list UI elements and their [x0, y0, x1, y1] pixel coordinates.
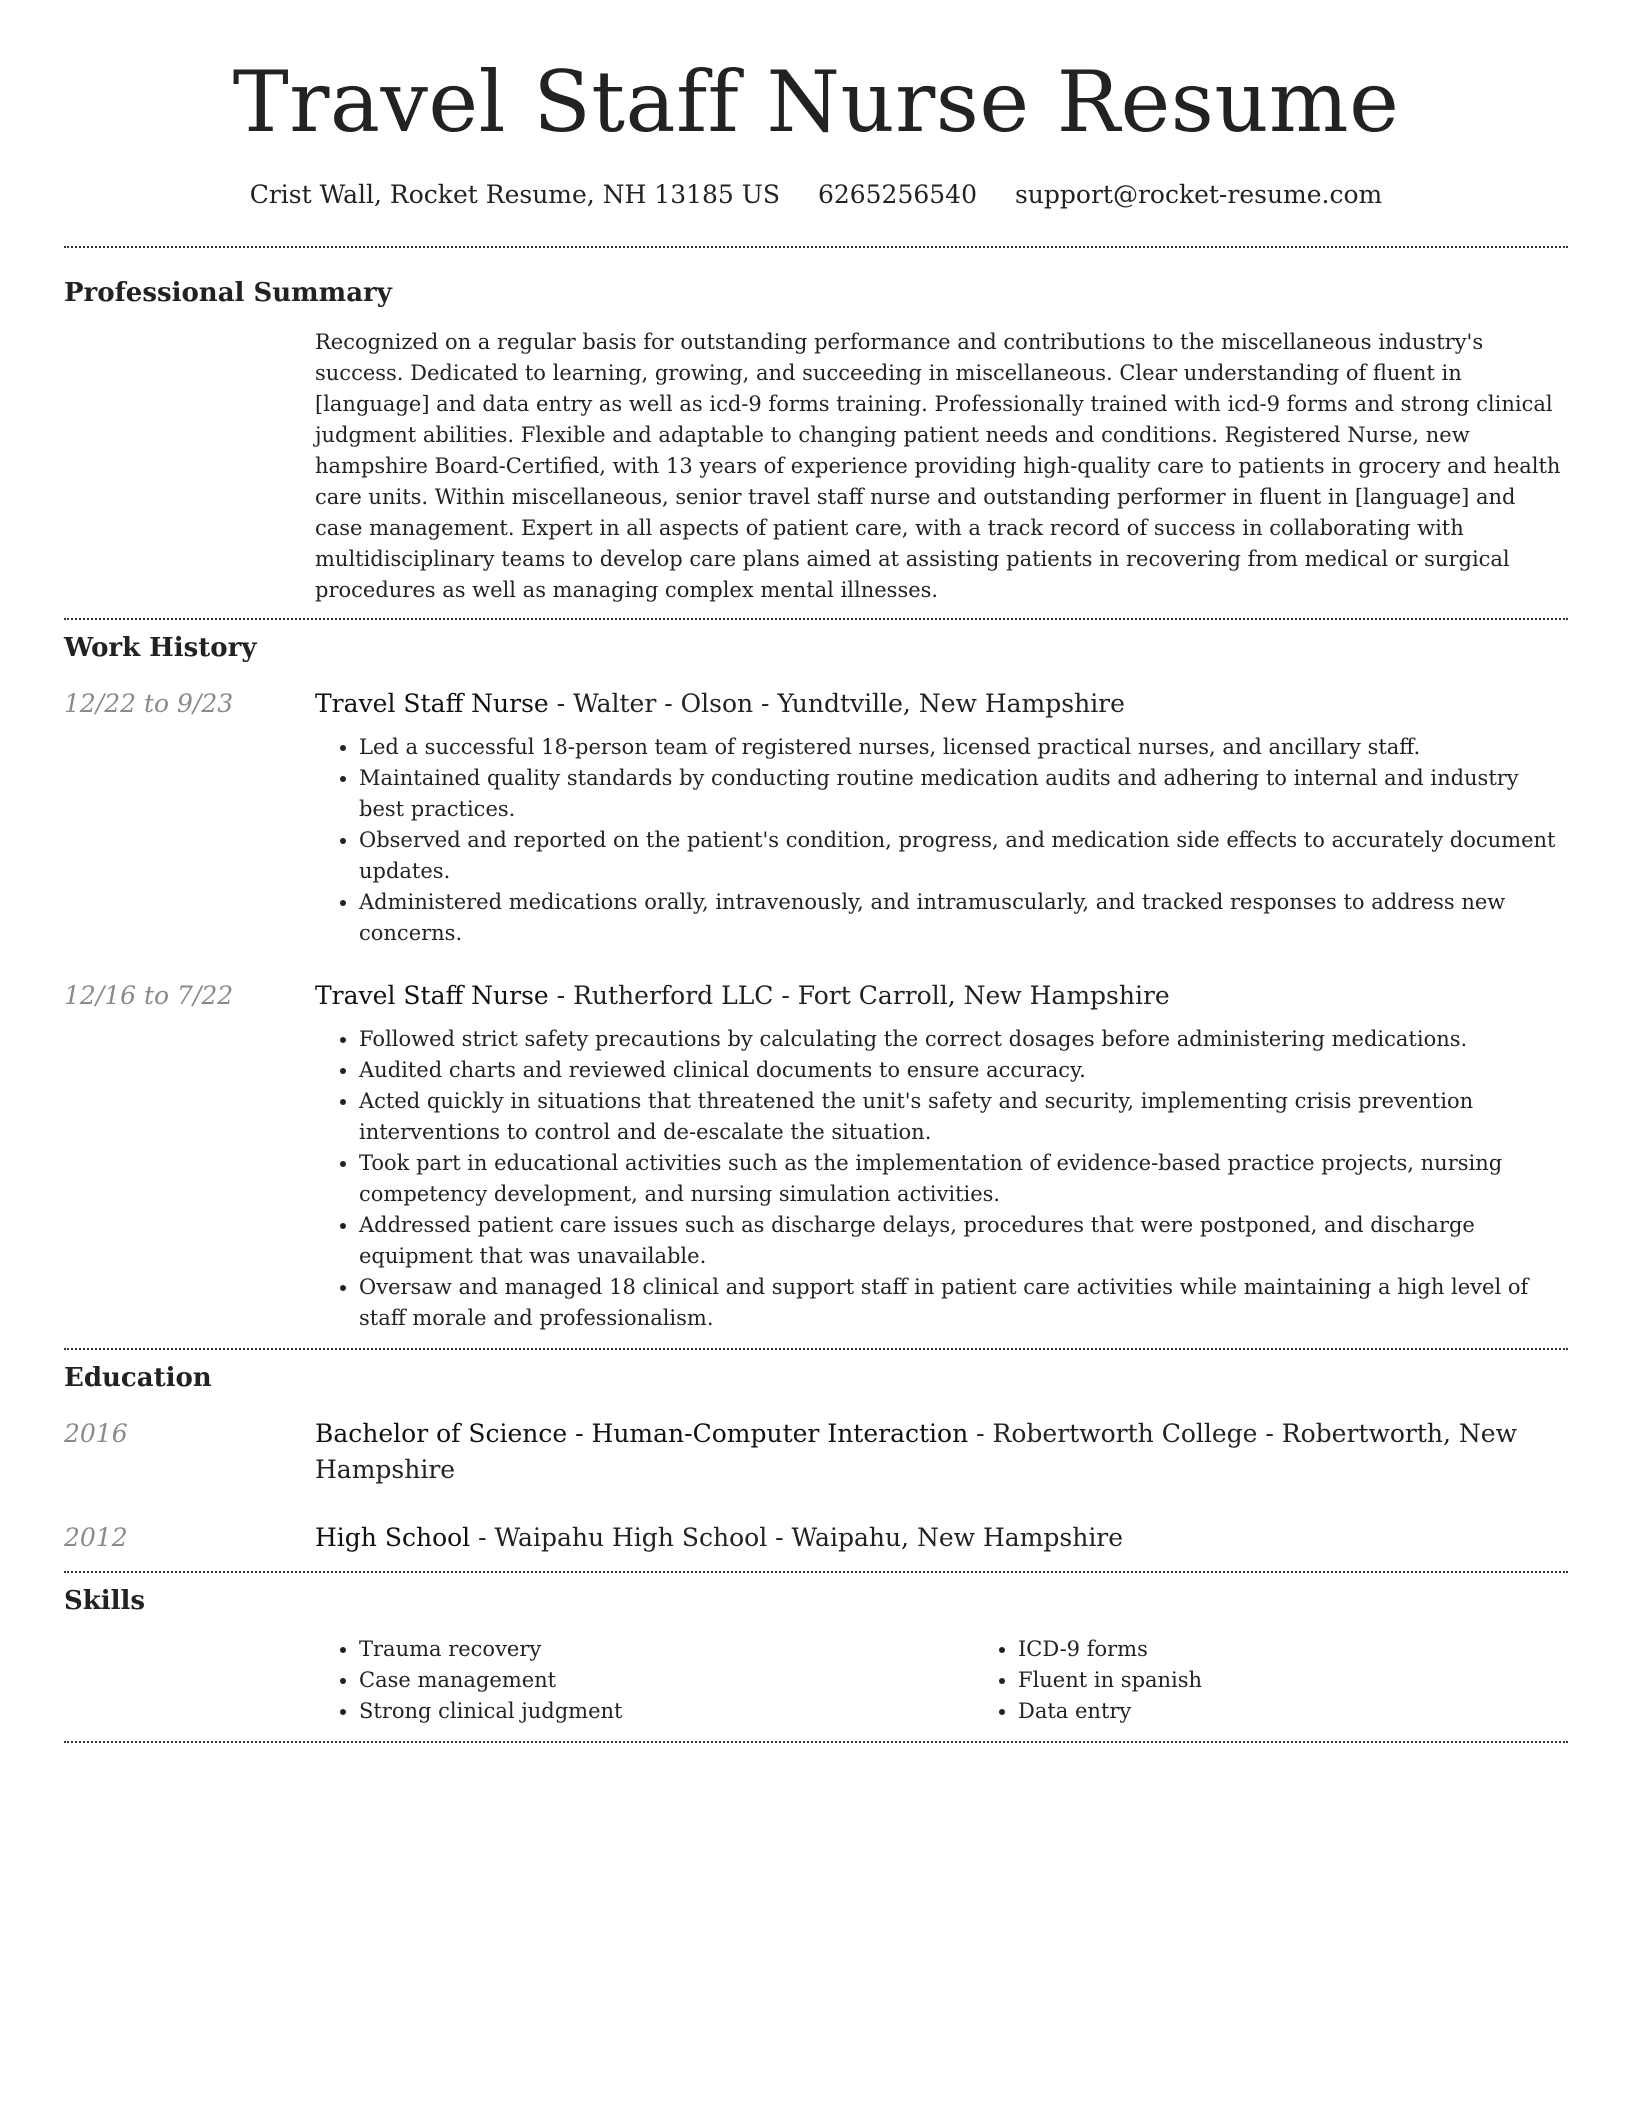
education-year: 2016: [64, 1419, 128, 1448]
skills-section: [64, 1573, 1568, 1727]
skills-list: [315, 1634, 974, 1727]
address: Crist Wall, Rocket Resume, NH 13185 US: [249, 180, 780, 209]
degree: Bachelor of Science - Human-Computer Interaction: [315, 1419, 969, 1448]
job-title: Travel Staff Nurse: [315, 981, 549, 1010]
education-entry: [64, 1520, 1568, 1556]
school: - Waipahu High School - Waipahu, New Hampshire: [470, 1523, 1124, 1552]
list-item: • Oversaw and managed 18 clinical and support staff in patient care activities while maintaining a high level of staff morale and professionalism.: [359, 1272, 1568, 1334]
job-title: Travel Staff Nurse: [315, 689, 549, 718]
list-item: • Strong clinical judgment: [359, 1696, 974, 1727]
section-title-work-history: Work History: [64, 633, 257, 663]
job-bullets: [315, 732, 1568, 949]
list-item: • Audited charts and reviewed clinical documents to ensure accuracy.: [359, 1055, 1568, 1086]
list-item: • Observed and reported on the patient's condition, progress, and medication side effects to accurately document updates.: [359, 825, 1568, 887]
education-heading: [315, 1416, 1568, 1488]
job-dates: 12/16 to 7/22: [64, 981, 234, 1010]
list-item: • Data entry: [1018, 1696, 1632, 1727]
job-heading: [315, 978, 1568, 1014]
section-title-summary: Professional Summary: [64, 278, 392, 308]
education-heading: [315, 1520, 1568, 1556]
school: - Robertworth College - Robertworth, New Hampshire: [315, 1419, 1517, 1484]
contact-line: [64, 178, 1568, 212]
list-item: • Acted quickly in situations that threatened the unit's safety and security, implementing crisis prevention interventions to control and de-escalate the situation.: [359, 1086, 1568, 1148]
list-item: • Maintained quality standards by conducting routine medication audits and adhering to internal and industry best practices.: [359, 763, 1568, 825]
summary-text: Recognized on a regular basis for outstanding performance and contributions to the miscellaneous industry's success. Dedicated to learning, growing, and succeeding in miscellaneous. Clear understanding of fluent in [language] and data entry as well as icd-9 forms training. Professionally trained with icd-9 forms and strong clinical judgment abilities. Flexible and adaptable to changing patient needs and conditions. Registered Nurse, new hampshire Board-Certified, with 13 years of experience providing high-quality care to patients in grocery and health care units. Within miscellaneous, senior travel staff nurse and outstanding performer in fluent in [language] and case management. Expert in all aspects of patient care, with a track record of success in collaborating with multidisciplinary teams to develop care plans aimed at assisting patients in recovering from medical or surgical procedures as well as managing complex mental illnesses.: [315, 330, 1561, 602]
skills-list: [974, 1634, 1632, 1727]
education-year: 2012: [64, 1523, 128, 1552]
section-title-skills: Skills: [64, 1586, 146, 1616]
email: support@rocket-resume.com: [1014, 180, 1383, 209]
work-history-section: [64, 620, 1568, 1334]
job-entry: [64, 978, 1568, 1334]
education-section: [64, 1350, 1568, 1556]
list-item: • Followed strict safety precautions by calculating the correct dosages before administering medications.: [359, 1024, 1568, 1055]
list-item: • Took part in educational activities such as the implementation of evidence-based practice projects, nursing competency development, and nursing simulation activities.: [359, 1148, 1568, 1210]
divider: [64, 1741, 1568, 1743]
list-item: • ICD-9 forms: [1018, 1634, 1632, 1665]
degree: High School: [315, 1523, 471, 1552]
list-item: • Led a successful 18-person team of registered nurses, licensed practical nurses, and ancillary staff.: [359, 732, 1568, 763]
job-entry: [64, 686, 1568, 949]
job-bullets: [315, 1024, 1568, 1334]
list-item: • Trauma recovery: [359, 1634, 974, 1665]
section-title-education: Education: [64, 1363, 212, 1393]
resume-title: Travel Staff Nurse Resume: [232, 53, 1400, 151]
list-item: • Addressed patient care issues such as discharge delays, procedures that were postponed, and discharge equipment that was unavailable.: [359, 1210, 1568, 1272]
job-employer: - Rutherford LLC - Fort Carroll, New Hampshire: [548, 981, 1170, 1010]
list-item: • Fluent in spanish: [1018, 1665, 1632, 1696]
list-item: • Administered medications orally, intravenously, and intramuscularly, and tracked responses to address new concerns.: [359, 887, 1568, 949]
job-heading: [315, 686, 1568, 722]
phone: 6265256540: [817, 180, 977, 209]
job-dates: 12/22 to 9/23: [64, 689, 234, 718]
list-item: • Case management: [359, 1665, 974, 1696]
job-employer: - Walter - Olson - Yundtville, New Hampshire: [548, 689, 1125, 718]
summary-section: [64, 248, 1568, 606]
education-entry: [64, 1416, 1568, 1488]
